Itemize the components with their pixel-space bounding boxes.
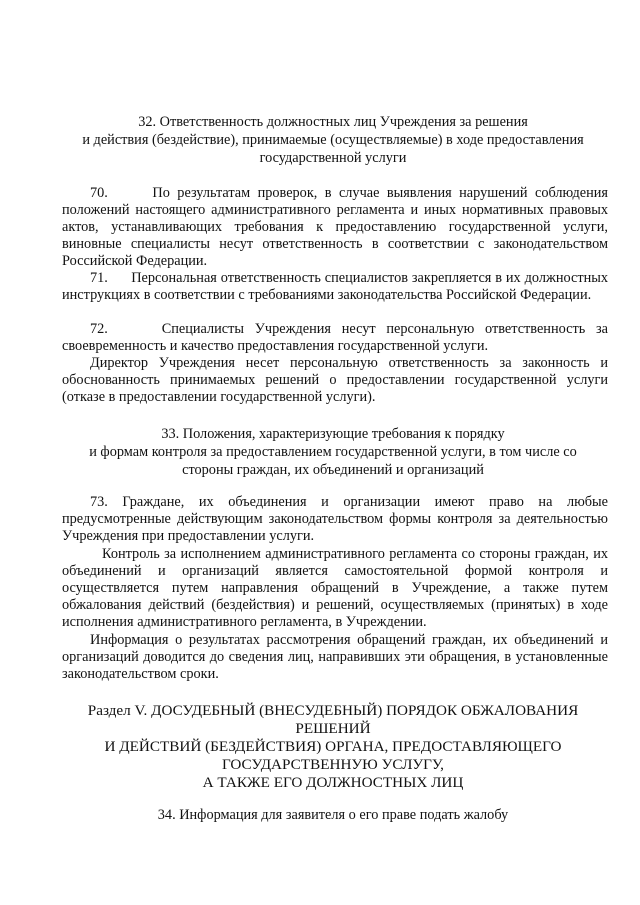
section-v-line-1: Раздел V. ДОСУДЕБНЫЙ (ВНЕСУДЕБНЫЙ) ПОРЯДОК ОБЖАЛОВАНИЯ — [87, 702, 579, 719]
paragraph-director: Директор Учреждения несет персональную ответственность за законность и обоснованность принимаемых решений о предоставлении государственной услуги (отказе в предоставлении государственной услуги). — [62, 355, 608, 405]
paragraph-control: Контроль за исполнением административного регламента со стороны граждан, их объединений и организаций является самостоятельной формой контроля и осуществляется путем направления обращений в Учреждение, а также путем обжалования действий (бездействия) и решений, осуществляемых (принятых) в ходе исполнения административного регламента, в Учреждении. — [62, 546, 608, 630]
heading-33-line-2: и формам контроля за предоставлением государственной услуги, в том числе со — [89, 444, 577, 460]
heading-33 — [62, 425, 604, 479]
heading-33-line-1: 33. Положения, характеризующие требования к порядку — [161, 426, 505, 442]
paragraph-info: Информация о результатах рассмотрения обращений граждан, их объединений и организаций доводится до сведения лиц, направивших эти обращения, в установленные законодательством сроки. — [62, 632, 608, 682]
heading-32-line-2: и действия (бездействие), принимаемые (осуществляемые) в ходе предоставления — [82, 132, 584, 148]
paragraph-71: 71. Персональная ответственность специалистов закрепляется в их должностных инструкциях в соответствии с требованиями законодательства Российской Федерации. — [62, 270, 608, 303]
heading-33-line-3: стороны граждан, их объединений и организаций — [182, 462, 484, 478]
paragraph-73: 73. Граждане, их объединения и организации имеют право на любые предусмотренные действующим законодательством формы контроля за деятельностью Учреждения при предоставлении услуги. — [62, 494, 608, 544]
section-v-line-4: ГОСУДАРСТВЕННУЮ УСЛУГУ, — [222, 756, 444, 773]
heading-32 — [62, 113, 604, 167]
heading-32-line-3: государственной услуги — [259, 150, 407, 166]
section-v-line-2: РЕШЕНИЙ — [295, 720, 371, 737]
paragraph-72: 72. Специалисты Учреждения несут персональную ответственность за своевременность и качество предоставления государственной услуги. — [62, 321, 608, 354]
heading-34: 34. Информация для заявителя о его праве подать жалобу — [157, 807, 509, 823]
heading-32-line-1: 32. Ответственность должностных лиц Учреждения за решения — [138, 114, 528, 130]
paragraph-70: 70. По результатам проверок, в случае выявления нарушений соблюдения положений настоящего административного регламента и иных нормативных правовых актов, устанавливающих требования к предоставлению государственной услуги, виновные специалисты несут ответственность в соответствии с законодательством Российской Федерации. — [62, 185, 608, 269]
section-v-line-5: А ТАКЖЕ ЕГО ДОЛЖНОСТНЫХ ЛИЦ — [202, 774, 464, 791]
section-v-title — [62, 702, 604, 792]
section-v-line-3: И ДЕЙСТВИЙ (БЕЗДЕЙСТВИЯ) ОРГАНА, ПРЕДОСТАВЛЯЮЩЕГО — [104, 738, 562, 755]
